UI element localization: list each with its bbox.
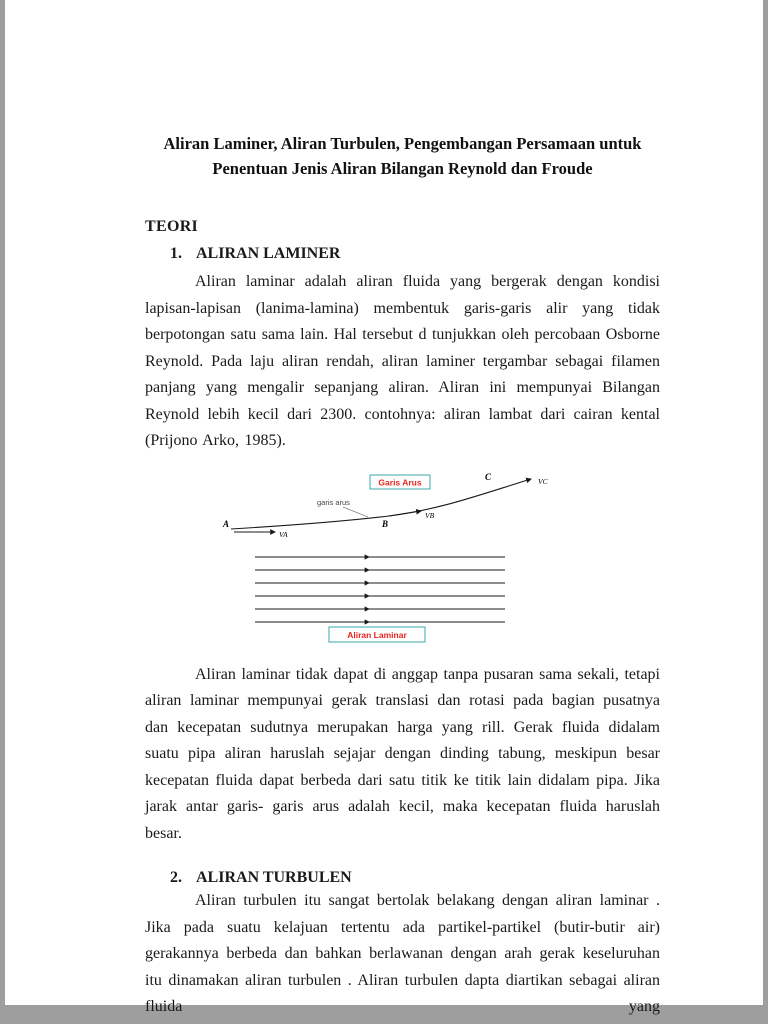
point-c-label: C: [485, 471, 492, 482]
section2-heading: [145, 869, 660, 887]
figure-laminar-flow: [217, 471, 587, 648]
vector-c-label: VC: [538, 476, 548, 486]
section2-heading-label: ALIRAN TURBULEN: [196, 869, 352, 886]
document-title: [145, 131, 660, 181]
section1-heading: [145, 245, 660, 263]
point-a-label: A: [223, 518, 230, 529]
aliran-laminar-label: Aliran Laminar: [347, 629, 407, 640]
point-b-label: B: [382, 518, 389, 529]
garis-arus-label: Garis Arus: [378, 477, 422, 487]
section1-number: 1.: [170, 245, 182, 262]
teori-heading: TEORI: [145, 218, 199, 235]
section2-number: 2.: [170, 869, 182, 886]
title-line-2: Penentuan Jenis Aliran Bilangan Reynold dan Froude: [212, 159, 593, 178]
document-content: [5, 0, 763, 1021]
section1-heading-label: ALIRAN LAMINER: [196, 245, 341, 262]
document-page: [5, 0, 763, 1015]
section1-paragraph-1: Aliran laminar adalah aliran fluida yang bergerak dengan kondisi lapisan-lapisan (lanima-lamina) membentuk garis-garis alir yang tidak berpotongan satu sama lain. Hal tersebut d tunjukkan oleh percobaan Osborne Reynold. Pada laju aliran rendah, aliran laminer tergambar sebagai filamen panjang yang mengalir sepanjang aliran. Aliran ini mempunyai Bilangan Reynold lebih kecil dari 2300. contohnya: aliran lambat dari cairan kental (Prijono Arko, 1985).: [145, 273, 660, 449]
curve-annotation: garis arus: [317, 497, 350, 507]
vector-b-label: VB: [425, 510, 435, 520]
section2-paragraph-1: Aliran turbulen itu sangat bertolak belakang dengan aliran laminar . Jika pada suatu kelajuan tertentu ada partikel-partikel (butir-butir air) gerakannya berbeda dan bahkan berlawanan dengan arah gerak keseluruhan itu dinamakan aliran turbulen . Aliran turbulen dapta diartikan sebagai aliran fluida yang: [145, 892, 660, 1015]
title-line-1: Aliran Laminer, Aliran Turbulen, Pengembangan Persamaan untuk: [163, 134, 642, 153]
section1-paragraph-2: Aliran laminar tidak dapat di anggap tanpa pusaran sama sekali, tetapi aliran laminar mempunyai gerak translasi dan rotasi pada bagian pusatnya dan kecepatan sudutnya merupakan harga yang rill. Gerak fluida didalam suatu pipa aliran haruslah sejajar dengan dinding tabung, meskipun besar kecepatan fluida dapat berbeda dari satu titik ke titik lain didalam pipa. Jika jarak antar garis- garis arus adalah kecil, maka kecepatan fluida haruslah besar.: [145, 665, 660, 842]
vector-a-label: VA: [279, 529, 288, 539]
laminar-flow-diagram: [217, 471, 587, 643]
parallel-streamlines: [255, 557, 505, 622]
